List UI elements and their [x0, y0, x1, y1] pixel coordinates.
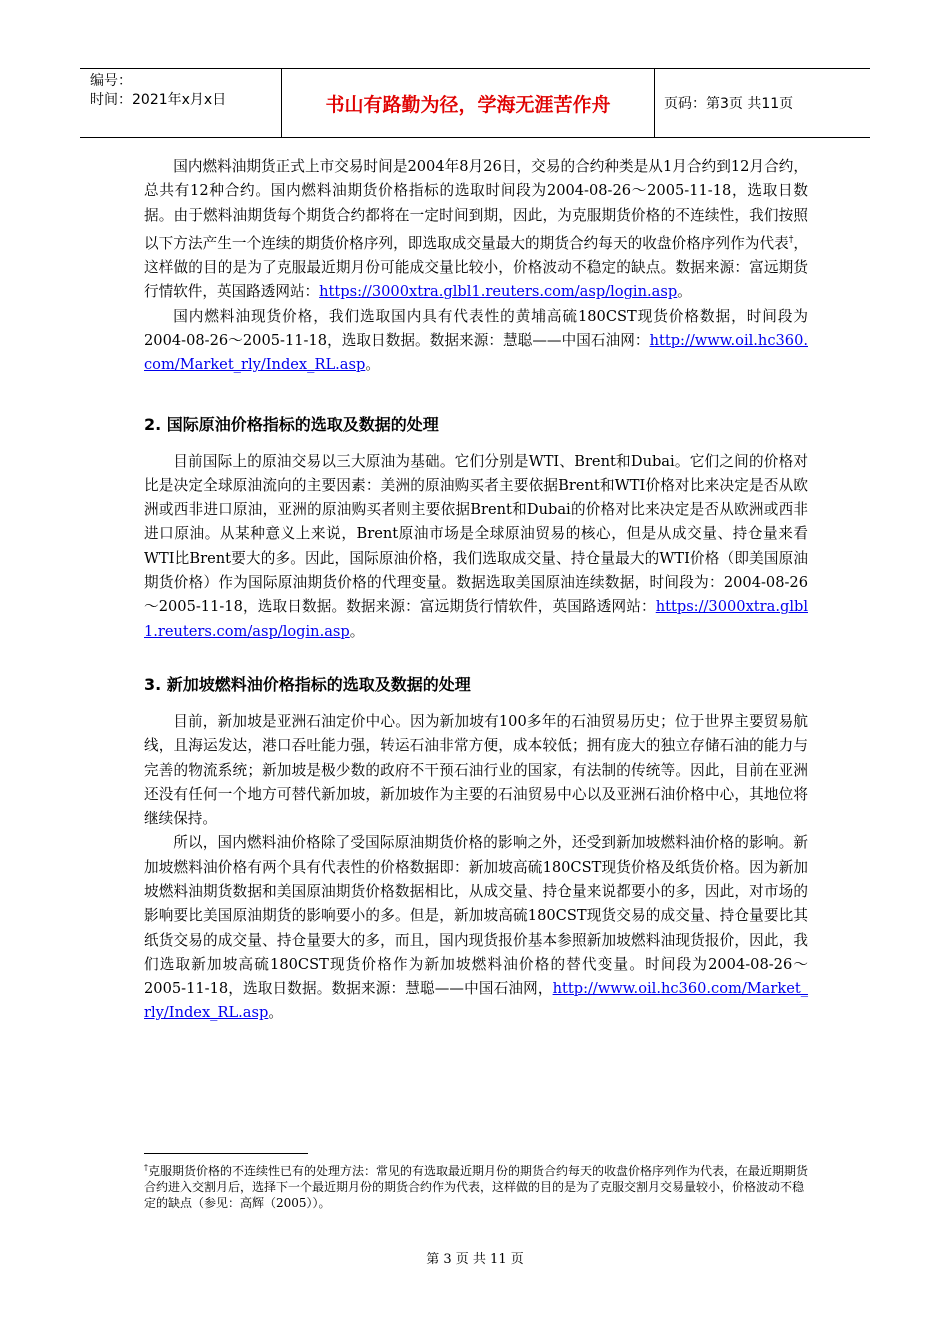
page-header [80, 68, 870, 138]
header-motto: 书山有路勤为径，学海无涯苦作舟 [282, 69, 655, 137]
section2-paragraph [144, 450, 808, 644]
footnote-mark: † [144, 1163, 148, 1172]
section1-paragraph-2 [144, 305, 808, 378]
reuters-link[interactable]: https://3000xtra.glbl1.reuters.com/asp/login.asp [319, 283, 678, 301]
page-footer: 第 3 页 共 11 页 [426, 1252, 524, 1267]
footnote-text: 克服期货价格的不连续性已有的处理方法：常见的有选取最近期月份的期货合约每天的收盘价格序列作为代表，在最近期期货合约进入交割月后，选择下一个最近期月份的期货合约作为代表，这样做的目的是为了克服交割月交易量较小，价格波动不稳定的缺点（参见：高辉（2005））。 [144, 1164, 809, 1210]
section2-heading: 2. 国际原油价格指标的选取及数据的处理 [144, 414, 439, 434]
paragraph-text: 目前国际上的原油交易以三大原油为基础。它们分别是WTI、Brent和Dubai。它们之间的价格对比是决定全球原油流向的主要因素：美洲的原油购买者主要依据Brent和WTI价格对比来决定是否从欧洲或西非进口原油，亚洲的原油购买者则主要依据Brent和Dubai的价格对比来决定是否从欧洲或西非进口原油。从某种意义上来说，Brent原油市场是全球原油贸易的核心，但是从成交量、持仓量来看WTI比Brent要大的多。因此，国际原油价格，我们选取成交量、持仓量最大的WTI价格（即美国原油期货价格）作为国际原油期货价格的代理变量。数据选取美国原油连续数据，时间段为：2004-08-26～2005-11-18，选取日数据。数据来源：富远期货行情软件，英国路透网站： [144, 452, 808, 616]
section1-paragraph-1 [144, 155, 808, 305]
paragraph-end: 。 [365, 356, 380, 374]
section3-heading: 3. 新加坡燃料油价格指标的选取及数据的处理 [144, 674, 471, 694]
footnote [144, 1160, 808, 1211]
header-date: 时间：2021年x月x日 [90, 92, 227, 108]
header-doc-number: 编号： [90, 73, 132, 89]
paragraph-end: 。 [349, 622, 365, 640]
section3-paragraph-2 [144, 831, 808, 1025]
document-body [144, 155, 808, 1026]
footnote-reference[interactable]: † [788, 234, 794, 245]
section3-paragraph-1: 目前，新加坡是亚洲石油定价中心。因为新加坡有100多年的石油贸易历史；位于世界主要贸易航线，且海运发达，港口吞吐能力强，转运石油非常方便，成本较低；拥有庞大的独立存储石油的能力与完善的物流系统；新加坡是极少数的政府不干预石油行业的国家，有法制的传统等。因此，目前在亚洲还没有任何一个地方可替代新加坡，新加坡作为主要的石油贸易中心以及亚洲石油价格中心，其地位将继续保持。 [144, 712, 808, 828]
reuters-link[interactable]: https://3000xtra.glbl1.reuters.com/asp/login.asp [144, 598, 808, 640]
paragraph-text: 所以，国内燃料油价格除了受国际原油期货价格的影响之外，还受到新加坡燃料油价格的影响。新加坡燃料油价格有两个具有代表性的价格数据即：新加坡高硫180CST现货价格及纸货价格。因为新加坡燃料油期货数据和美国原油期货价格数据相比，从成交量、持仓量来说都要小的多，因此，对市场的影响要比美国原油期货的影响要小的多。但是，新加坡高硫180CST现货交易的成交量、持仓量要比其纸货交易的成交量、持仓量要大的多，而且，国内现货报价基本参照新加坡燃料油现货报价，因此，我们选取新加坡高硫180CST现货价格作为新加坡燃料油价格的替代变量。时间段为2004-08-26～2005-11-18，选取日数据。数据来源：慧聪——中国石油网， [144, 834, 808, 998]
header-page-info: 页码：第3页 共11页 [664, 96, 794, 112]
header-meta [80, 69, 282, 137]
footnote-separator [144, 1153, 308, 1154]
oil-hc360-link[interactable]: http://www.oil.hc360.com/Market_rly/Index_RL.asp [144, 980, 808, 1022]
paragraph-end: 。 [268, 1004, 283, 1022]
paragraph-text: 国内燃料油期货正式上市交易时间是2004年8月26日，交易的合约种类是从1月合约到12月合约，总共有12种合约。国内燃料油期货价格指标的选取时间段为2004-08-26～2005-11-18，选取日数据。由于燃料油期货每个期货合约都将在一定时间到期，因此，为克服期货价格的不连续性，我们按照以下方法产生一个连续的期货价格序列，即选取成交量最大的期货合约每天的收盘价格序列作为代表 [144, 158, 808, 252]
oil-hc360-link[interactable]: http://www.oil.hc360.com/Market_rly/Index_RL.asp [144, 331, 808, 374]
paragraph-text: 国内燃料油现货价格，我们选取国内具有代表性的黄埔高硫180CST现货价格数据，时间段为2004-08-26～2005-11-18，选取日数据。数据来源：慧聪——中国石油网： [144, 307, 808, 349]
paragraph-end: 。 [677, 283, 692, 301]
paragraph-text: ，这样做的目的是为了克服最近期月份可能成交量比较小，价格波动不稳定的缺点。数据来源：富远期货行情软件，英国路透网站： [144, 234, 808, 301]
